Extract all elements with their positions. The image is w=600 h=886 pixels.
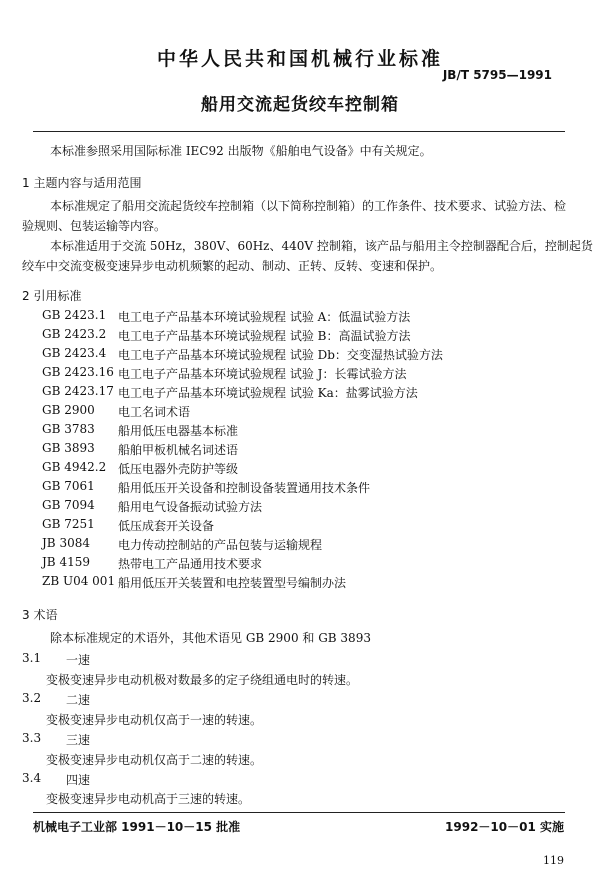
- term-name: 三速: [66, 733, 91, 747]
- term-number: 3.2: [22, 691, 42, 705]
- term-definition: 变极变速异步电动机极对数最多的定子绕组通电时的转速。: [46, 673, 359, 687]
- standard-number: JB/T 5795—1991: [442, 68, 552, 82]
- effective-date: 1992－10－01 实施: [445, 820, 564, 834]
- ref-name: 船用低压电器基本标准: [118, 424, 239, 438]
- section-2-heading: 2 引用标准: [22, 289, 82, 303]
- term-definition: 变极变速异步电动机仅高于一速的转速。: [46, 713, 263, 727]
- ref-code: GB 2423.16: [42, 365, 114, 379]
- ref-code: ZB U04 001: [42, 574, 116, 588]
- ref-name: 电工电子产品基本环境试验规程 试验 J：长霉试验方法: [118, 367, 407, 381]
- ref-code: GB 4942.2: [42, 460, 107, 474]
- ref-code: GB 2423.2: [42, 327, 107, 341]
- ref-code: JB 4159: [42, 555, 90, 569]
- ref-name: 船舶甲板机械名词述语: [118, 443, 239, 457]
- section-1-para2-line2: 绞车中交流变极变速异步电动机频繁的起动、制动、正转、反转、变速和保护。: [22, 259, 443, 273]
- ref-name: 低压电器外壳防护等级: [118, 462, 239, 476]
- ref-code: GB 2423.4: [42, 346, 107, 360]
- page-number: 119: [543, 854, 564, 867]
- ref-name: 电工电子产品基本环境试验规程 试验 B：高温试验方法: [118, 329, 411, 343]
- footer-divider: [33, 812, 565, 813]
- ref-name: 电工电子产品基本环境试验规程 试验 Db：交变湿热试验方法: [118, 348, 443, 362]
- section-3-intro: 除本标准规定的术语外，其他术语见 GB 2900 和 GB 3893: [50, 631, 371, 645]
- term-definition: 变极变速异步电动机仅高于二速的转速。: [46, 753, 263, 767]
- ref-code: GB 2423.17: [42, 384, 114, 398]
- term-number: 3.1: [22, 651, 42, 665]
- section-3-heading: 3 术语: [22, 608, 58, 622]
- ref-name: 热带电工产品通用技术要求: [118, 557, 263, 571]
- ref-code: GB 3783: [42, 422, 95, 436]
- issuer-heading: 中华人民共和国机械行业标准: [156, 48, 443, 70]
- ref-name: 电工名词术语: [118, 405, 191, 419]
- ref-name: 船用低压开关设备和控制设备装置通用技术条件: [118, 481, 371, 495]
- ref-code: GB 2900: [42, 403, 95, 417]
- section-1-para2-line1: 本标准适用于交流 50Hz，380V、60Hz、440V 控制箱，该产品与船用主令控制器配合后，控制起货: [50, 239, 593, 253]
- ref-name: 船用低压开关装置和电控装置型号编制办法: [118, 576, 347, 590]
- section-1-para1-line1: 本标准规定了船用交流起货绞车控制箱（以下简称控制箱）的工作条件、技术要求、试验方法、检: [50, 199, 567, 213]
- document-title: 船用交流起货绞车控制箱: [201, 95, 399, 115]
- ref-code: JB 3084: [42, 536, 90, 550]
- term-name: 四速: [66, 773, 91, 787]
- ref-code: GB 2423.1: [42, 308, 107, 322]
- section-1-heading: 1 主题内容与适用范围: [22, 176, 142, 190]
- term-number: 3.3: [22, 731, 42, 745]
- ref-name: 电工电子产品基本环境试验规程 试验 Ka：盐雾试验方法: [118, 386, 418, 400]
- ref-code: GB 7094: [42, 498, 95, 512]
- header-divider: [33, 131, 565, 132]
- ref-name: 电力传动控制站的产品包装与运输规程: [118, 538, 323, 552]
- ref-name: 电工电子产品基本环境试验规程 试验 A：低温试验方法: [118, 310, 411, 324]
- term-definition: 变极变速异步电动机高于三速的转速。: [46, 792, 251, 806]
- ref-code: GB 3893: [42, 441, 95, 455]
- intro-paragraph: 本标准参照采用国际标准 IEC92 出版物《船舶电气设备》中有关规定。: [50, 144, 432, 158]
- term-name: 二速: [66, 693, 91, 707]
- approval-note: 机械电子工业部 1991－10－15 批准: [33, 820, 241, 834]
- term-name: 一速: [66, 653, 91, 667]
- ref-code: GB 7061: [42, 479, 95, 493]
- ref-name: 低压成套开关设备: [118, 519, 215, 533]
- ref-code: GB 7251: [42, 517, 95, 531]
- section-1-para1-line2: 验规则、包装运输等内容。: [22, 219, 167, 233]
- ref-name: 船用电气设备振动试验方法: [118, 500, 263, 514]
- term-number: 3.4: [22, 771, 42, 785]
